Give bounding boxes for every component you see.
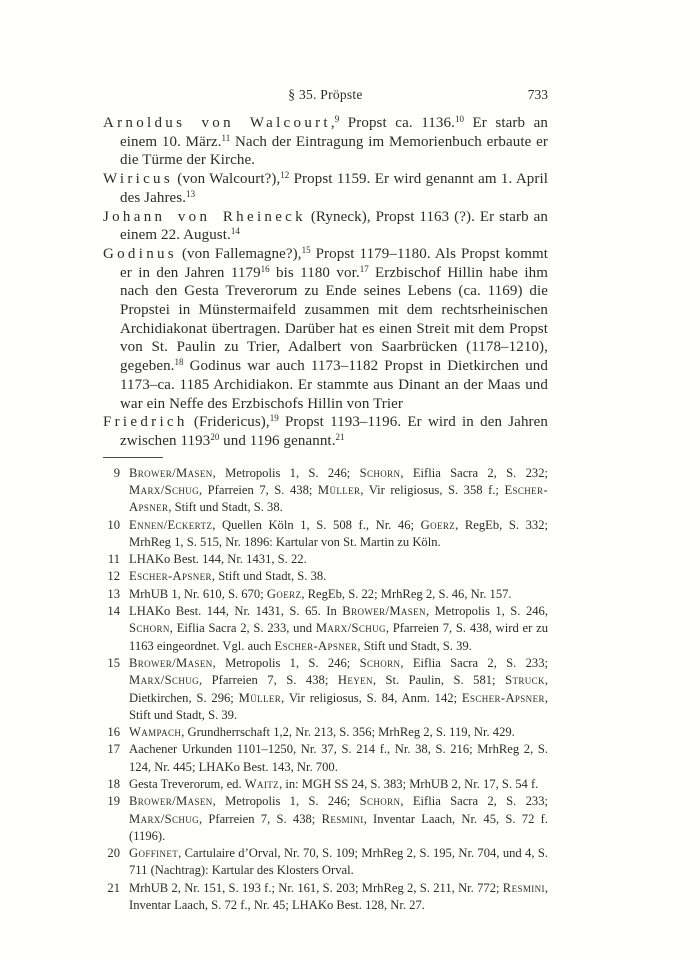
author-name-smallcaps: Schorn: [129, 621, 170, 636]
footnote-ref: 10: [454, 114, 464, 124]
author-name-smallcaps: Struck: [505, 673, 545, 688]
author-name-smallcaps: Goerz: [266, 586, 302, 601]
author-name-smallcaps: Goffinet: [129, 846, 179, 861]
footnote-number: 14: [107, 604, 120, 619]
footnote-separator: [103, 457, 163, 458]
text-run: , Vir religiosus, S. 84, Anm. 142;: [281, 690, 462, 705]
text-run: (von Walcourt?),: [172, 171, 281, 188]
footnote: [103, 603, 548, 655]
text-run: , Eiflia Sacra 2, S. 232;: [400, 465, 548, 480]
text-run: Propst 1159. Er wird genannt am 1. April des Jahres.: [120, 171, 548, 206]
footnote: [103, 724, 548, 741]
author-name-smallcaps: Marx/Schug: [129, 482, 199, 497]
footnote-ref: 13: [186, 188, 196, 199]
footnote: [103, 517, 548, 552]
footnote-ref: 17: [359, 263, 369, 274]
text-run: , Pfarreien 7, S. 438;: [198, 811, 322, 826]
footnote: [103, 845, 548, 880]
text-run: , Cartulaire d’Orval, Nr. 70, S. 109; MrhReg 2, S. 195, Nr. 704, und 4, S. 711 (Nachtrag): Kartular des Klosters Orval.: [129, 846, 548, 878]
footnote-number: 18: [107, 777, 120, 791]
author-name-smallcaps: Escher-Apsner: [129, 569, 212, 584]
author-name-smallcaps: Müller: [317, 482, 361, 497]
text-run: LHAKo Best. 144, Nr. 1431, S. 65. In: [129, 604, 343, 619]
author-name-smallcaps: Heyen: [337, 673, 373, 688]
text-run: Godinus war auch 1173–1182 Propst in Dietkirchen und 1173–ca. 1185 Archidiakon. Er stammte aus Dinant an der Maas und war ein Neffe des Erzbischofs Hillin von Trier: [120, 358, 548, 412]
person-name-spaced: Wiricus: [103, 171, 173, 188]
text-run: , St. Paulin, S. 581;: [372, 673, 506, 688]
text-run: , Eiflia Sacra 2, S. 233;: [400, 655, 548, 670]
footnote: [103, 655, 548, 724]
author-name-smallcaps: Escher-Apsner: [274, 638, 358, 653]
person-name-spaced: Godinus: [103, 245, 177, 262]
footnote: [103, 776, 548, 793]
footnote-ref: 16: [260, 263, 270, 274]
footnote-ref: 20: [210, 431, 220, 442]
author-name-smallcaps: Schorn: [359, 655, 401, 670]
text-run: ,: [330, 115, 335, 131]
text-run: , in: MGH SS 24, S. 383; MrhUB 2, Nr. 17, S. 54 f.: [279, 777, 539, 791]
provost-entry: [103, 413, 548, 450]
text-run: , Pfarreien 7, S. 438;: [198, 482, 318, 497]
text-run: Propst 1179–1180. Als Propst kommt er in den Jahren 1179: [120, 245, 548, 281]
footnote-number: 10: [107, 517, 120, 532]
footnote-ref: 12: [280, 170, 290, 181]
person-name-spaced: Johann von Rheineck: [103, 208, 306, 225]
text-run: und 1196 genannt.: [219, 432, 336, 449]
author-name-smallcaps: Schorn: [359, 465, 401, 480]
footnotes-section: [103, 465, 548, 915]
person-name-spaced: Friedrich: [103, 414, 188, 431]
footnote-number: 20: [107, 846, 120, 861]
author-name-smallcaps: Resmini: [502, 880, 545, 895]
text-run: , Eiflia Sacra 2, S. 233;: [400, 794, 548, 809]
text-run: , Quellen Köln 1, S. 508 f., Nr. 46;: [212, 517, 421, 532]
author-name-smallcaps: Müller: [238, 690, 282, 705]
footnote: [103, 741, 548, 776]
text-run: , Stift und Stadt, S. 38.: [211, 569, 327, 584]
footnote: [103, 880, 548, 915]
footnote-ref: 9: [334, 114, 340, 124]
text-run: , Inventar Laach, Nr. 45, S. 72 f. (1196).: [129, 811, 548, 843]
person-name-spaced: Arnoldus von Walcourt: [103, 115, 331, 131]
author-name-smallcaps: Marx/Schug: [315, 621, 386, 636]
author-name-smallcaps: Brower/Masen: [129, 655, 213, 670]
text-run: , Vir religiosus, S. 358 f.;: [360, 482, 505, 497]
text-run: Nach der Eintragung im Memorienbuch erbaute er die Türme der Kirche.: [120, 133, 548, 169]
text-run: (Ryneck), Propst 1163 (?). Er starb an einem 22. August.: [120, 208, 548, 244]
text-run: MrhUB 2, Nr. 151, S. 193 f.; Nr. 161, S. 203; MrhReg 2, S. 211, Nr. 772;: [129, 880, 503, 895]
text-run: , RegEb, S. 332; MrhReg 1, S. 515, Nr. 1896: Kartular von St. Martin zu Köln.: [129, 517, 549, 549]
text-run: Propst ca. 1136.: [339, 115, 455, 131]
text-run: , Pfarreien 7, S. 438, wird er zu 1163 eingeordnet. Vgl. auch: [129, 621, 548, 653]
author-name-smallcaps: Brower/Masen: [129, 465, 213, 480]
page-header: [103, 87, 548, 102]
author-name-smallcaps: Resmini: [321, 811, 364, 826]
footnote: [103, 465, 548, 517]
footnote-number: 11: [107, 552, 120, 567]
text-run: , Metropolis 1, S. 246,: [425, 604, 548, 619]
running-head: § 35. Pröpste: [288, 87, 363, 102]
text-run: , Eiflia Sacra 2, S. 233, und: [169, 621, 316, 636]
text-run: , Metropolis 1, S. 246;: [212, 794, 360, 809]
author-name-smallcaps: Brower/Masen: [342, 604, 426, 619]
text-run: , Dietkirchen, S. 296;: [129, 673, 549, 705]
text-block: [103, 87, 548, 914]
author-name-smallcaps: Escher-Apsner: [129, 482, 548, 515]
text-run: , Metropolis 1, S. 246;: [212, 655, 360, 670]
text-run: Propst 1193–1196. Er wird in den Jahren zwischen 1193: [120, 414, 548, 449]
text-run: (von Fallemagne?),: [176, 245, 302, 262]
footnote-number: 19: [107, 794, 120, 809]
footnote-number: 16: [107, 725, 120, 740]
footnote: [103, 568, 548, 585]
text-run: MrhUB 1, Nr. 610, S. 670;: [129, 586, 267, 601]
text-run: , Grundherrschaft 1,2, Nr. 213, S. 356; MrhReg 2, S. 119, Nr. 429.: [181, 725, 515, 740]
text-run: , Stift und Stadt, S. 39.: [357, 638, 472, 653]
text-run: Erzbischof Hillin habe ihm nach den Gesta Treverorum zu Ende seines Lebens (ca. 1169) die Propstei in Münstermaifeld zusammen mit dem rechtsrheinischen Archidiakonat übertragen. Darüber hat es einen Streit mit dem Propst von St. Paulin zu Trier, Adalbert von Saarbrücken (1178–1210), gegeben.: [120, 264, 549, 375]
text-run: bis 1180 vor.: [269, 264, 360, 281]
provost-entry: [103, 170, 548, 207]
provost-entry: [103, 245, 548, 413]
author-name-smallcaps: Goerz: [420, 517, 456, 532]
text-run: Er starb an einem 10. März.: [120, 115, 548, 150]
text-run: , RegEb, S. 22; MrhReg 2, S. 46, Nr. 157.: [301, 586, 512, 601]
text-run: Aachener Urkunden 1101–1250, Nr. 37, S. 214 f., Nr. 38, S. 216; MrhReg 2, S. 124, Nr. 445; LHAKo Best. 143, Nr. 700.: [129, 742, 548, 774]
author-name-smallcaps: Marx/Schug: [129, 811, 199, 826]
footnote-ref: 15: [301, 244, 311, 255]
page-number: 733: [527, 87, 548, 102]
footnote: [103, 586, 548, 603]
text-run: , Stift und Stadt, S. 38.: [168, 500, 283, 515]
main-text: [103, 114, 548, 451]
author-name-smallcaps: Marx/Schug: [129, 673, 199, 688]
footnote-ref: 18: [174, 357, 184, 368]
text-run: (Fridericus),: [187, 414, 270, 431]
text-run: LHAKo Best. 144, Nr. 1431, S. 22.: [129, 552, 307, 567]
footnote-number: 12: [107, 569, 120, 584]
author-name-smallcaps: Ennen/Eckertz: [129, 517, 213, 532]
author-name-smallcaps: Wampach: [129, 725, 182, 740]
footnote-number: 17: [107, 742, 120, 757]
text-run: , Stift und Stadt, S. 39.: [129, 690, 548, 722]
footnote-number: 15: [107, 655, 120, 670]
footnote-number: 13: [107, 586, 120, 601]
provost-entry: [103, 114, 548, 170]
footnote: [103, 793, 548, 845]
footnote-number: 21: [107, 880, 120, 895]
footnote: [103, 551, 548, 568]
author-name-smallcaps: Escher-Apsner: [461, 690, 545, 705]
footnote-ref: 11: [221, 132, 231, 143]
footnote-number: 9: [113, 465, 120, 480]
text-run: , Pfarreien 7, S. 438;: [198, 673, 338, 688]
footnote-ref: 19: [269, 413, 279, 424]
text-run: , Metropolis 1, S. 246;: [212, 465, 360, 480]
author-name-smallcaps: Schorn: [359, 794, 401, 809]
author-name-smallcaps: Brower/Masen: [129, 794, 213, 809]
footnote-ref: 21: [335, 431, 345, 442]
author-name-smallcaps: Waitz: [244, 777, 280, 791]
text-run: Gesta Treverorum, ed.: [129, 777, 245, 791]
footnote-ref: 14: [230, 226, 240, 237]
provost-entry: [103, 208, 548, 245]
text-run: , Inventar Laach, S. 72 f., Nr. 45; LHAKo Best. 128, Nr. 27.: [129, 880, 548, 913]
